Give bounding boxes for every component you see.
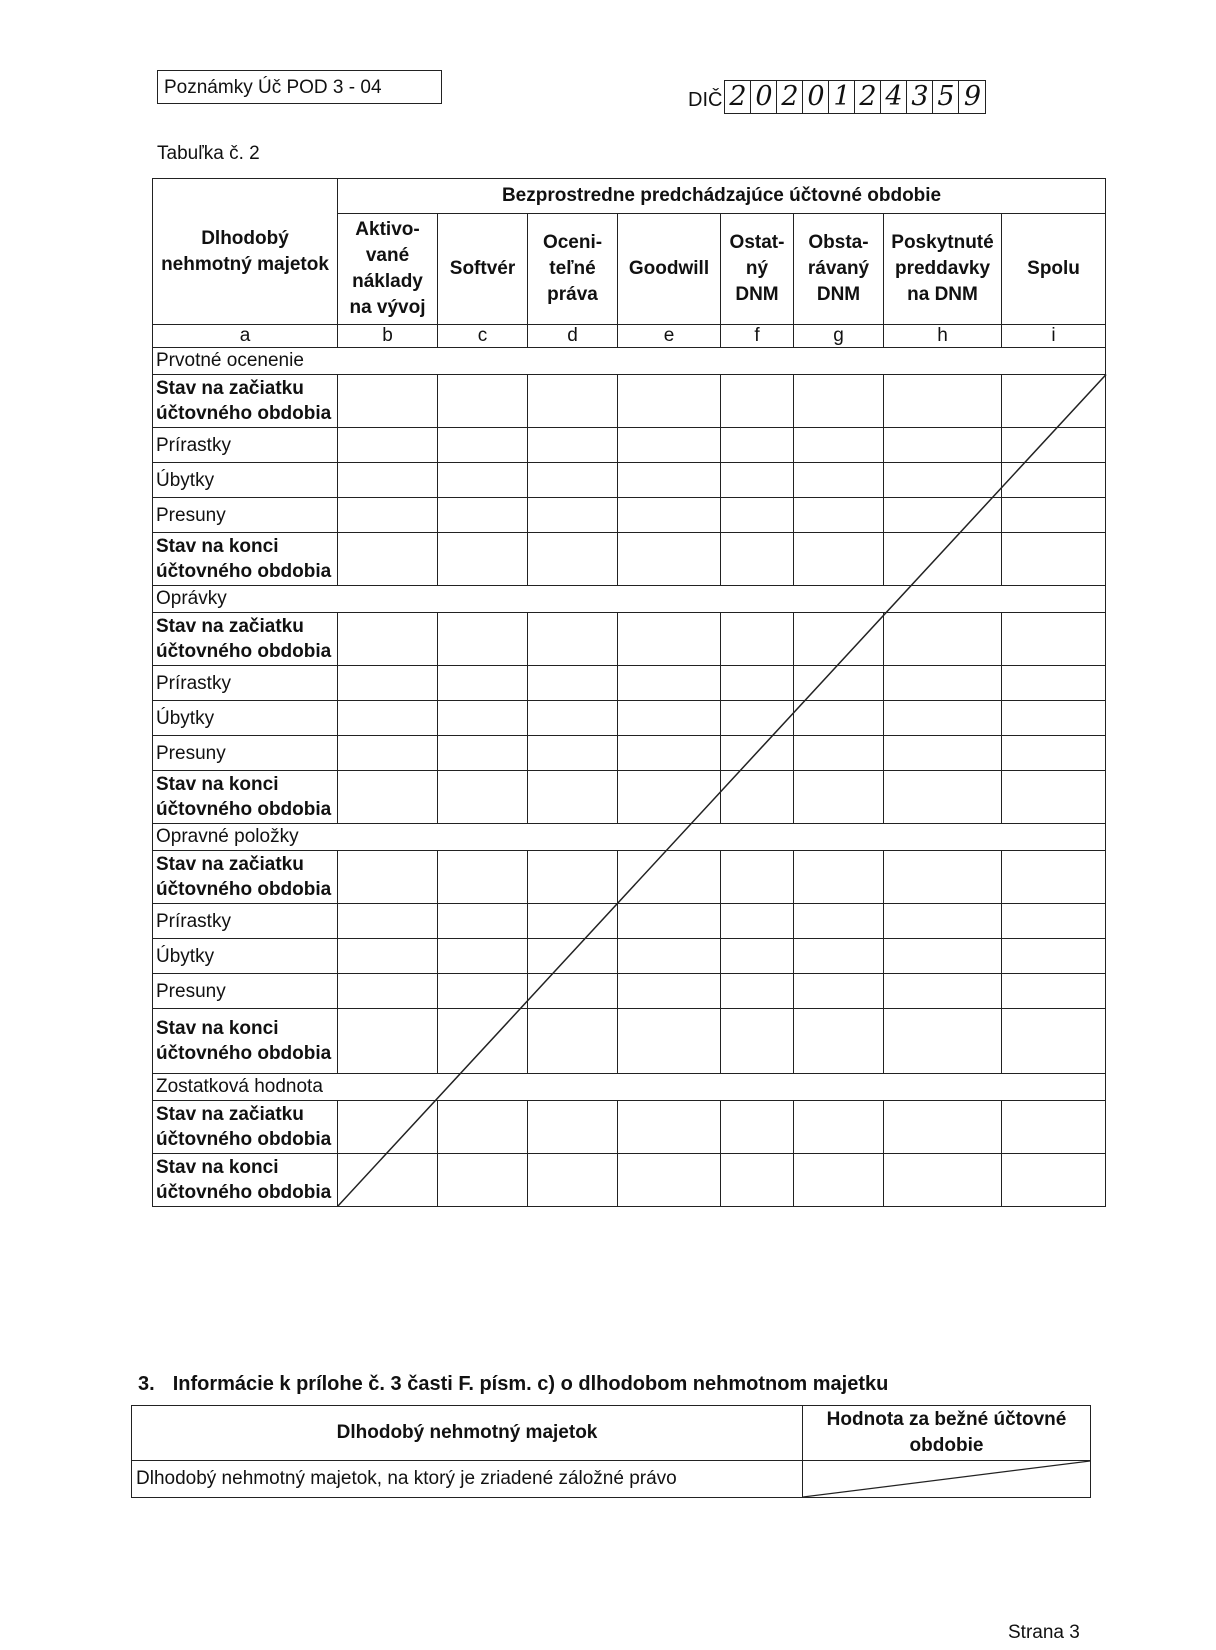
value-cell[interactable] [618, 666, 721, 701]
value-cell[interactable] [618, 533, 721, 586]
value-cell[interactable] [338, 736, 438, 771]
value-cell[interactable] [528, 1009, 618, 1074]
dic-digit: 3 [907, 81, 933, 113]
row-header-cell [153, 179, 338, 325]
value-cell[interactable] [438, 1009, 528, 1074]
dic-digit: 2 [777, 81, 803, 113]
value-cell[interactable] [338, 375, 438, 428]
column-letter: c [438, 325, 528, 348]
value-cell[interactable] [794, 428, 884, 463]
column-header: Oceni-teľné práva [528, 214, 618, 325]
table-row [153, 701, 1106, 736]
table-row [153, 904, 1106, 939]
value-cell[interactable] [721, 498, 794, 533]
value-cell[interactable] [438, 428, 528, 463]
column-letter: e [618, 325, 721, 348]
column-header: Goodwill [618, 214, 721, 325]
value-cell[interactable] [794, 904, 884, 939]
row-header: Dlhodobý nehmotný majetok [161, 227, 329, 275]
dic-field [688, 80, 986, 114]
row-label: Prírastky [153, 666, 338, 701]
value-cell[interactable] [438, 375, 528, 428]
table-row [153, 498, 1106, 533]
value-cell[interactable] [438, 463, 528, 498]
value-cell[interactable] [884, 533, 1002, 586]
value-cell[interactable] [884, 463, 1002, 498]
value-cell[interactable] [438, 613, 528, 666]
row-label: Stav na začiatku účtovného obdobia [153, 375, 338, 428]
value-cell[interactable] [338, 1009, 438, 1074]
value-cell[interactable] [721, 771, 794, 824]
value-cell[interactable] [528, 428, 618, 463]
value-cell[interactable] [721, 736, 794, 771]
value-cell[interactable] [438, 666, 528, 701]
value-cell[interactable] [794, 1009, 884, 1074]
value-cell[interactable] [438, 1101, 528, 1154]
value-cell[interactable] [528, 736, 618, 771]
value-cell[interactable] [721, 851, 794, 904]
value-cell[interactable] [1002, 666, 1106, 701]
table-row [153, 771, 1106, 824]
value-cell[interactable] [338, 613, 438, 666]
value-cell[interactable] [528, 701, 618, 736]
value-cell[interactable] [794, 498, 884, 533]
value-cell[interactable] [618, 1009, 721, 1074]
value-cell[interactable] [338, 498, 438, 533]
value-cell[interactable] [438, 904, 528, 939]
form-code: Poznámky Úč POD 3 - 04 [164, 77, 382, 98]
column-letter: h [884, 325, 1002, 348]
value-cell[interactable] [884, 974, 1002, 1009]
value-cell[interactable] [618, 736, 721, 771]
info-value-cell[interactable] [803, 1461, 1091, 1498]
value-cell[interactable] [438, 498, 528, 533]
value-cell[interactable] [338, 1101, 438, 1154]
value-cell[interactable] [438, 533, 528, 586]
value-cell[interactable] [338, 666, 438, 701]
value-cell[interactable] [721, 1101, 794, 1154]
value-cell[interactable] [528, 904, 618, 939]
dic-digit: 2 [855, 81, 881, 113]
period-header: Bezprostredne predchádzajúce účtovné obdobie [338, 179, 1106, 214]
value-cell[interactable] [1002, 771, 1106, 824]
value-cell[interactable] [528, 613, 618, 666]
column-header: Spolu [1002, 214, 1106, 325]
table-row [153, 463, 1106, 498]
value-cell[interactable] [338, 533, 438, 586]
info-row-label: Dlhodobý nehmotný majetok, na ktorý je zriadené záložné právo [132, 1461, 803, 1498]
value-cell[interactable] [794, 613, 884, 666]
value-cell[interactable] [618, 771, 721, 824]
value-cell[interactable] [884, 666, 1002, 701]
table-row [153, 666, 1106, 701]
dic-digit: 5 [933, 81, 959, 113]
value-cell[interactable] [884, 1009, 1002, 1074]
value-cell[interactable] [884, 428, 1002, 463]
value-cell[interactable] [794, 701, 884, 736]
value-cell[interactable] [884, 939, 1002, 974]
value-cell[interactable] [794, 974, 884, 1009]
value-cell[interactable] [884, 498, 1002, 533]
value-cell[interactable] [528, 666, 618, 701]
dic-digit-boxes [724, 80, 986, 114]
value-cell[interactable] [438, 974, 528, 1009]
value-cell[interactable] [338, 974, 438, 1009]
value-cell[interactable] [438, 736, 528, 771]
table-row [153, 1009, 1106, 1074]
value-cell[interactable] [794, 1154, 884, 1207]
table-row [153, 1101, 1106, 1154]
section-row [153, 348, 1106, 375]
dic-label: DIČ [688, 89, 723, 111]
value-cell[interactable] [528, 1101, 618, 1154]
value-cell[interactable] [794, 666, 884, 701]
column-header: Softvér [438, 214, 528, 325]
pledged-assets-table [131, 1405, 1091, 1498]
table-row [153, 851, 1106, 904]
value-cell[interactable] [884, 1154, 1002, 1207]
value-cell[interactable] [1002, 939, 1106, 974]
value-cell[interactable] [528, 771, 618, 824]
table-row [153, 375, 1106, 428]
value-cell[interactable] [1002, 428, 1106, 463]
intangible-assets-table [152, 178, 1106, 1207]
value-cell[interactable] [528, 533, 618, 586]
value-cell[interactable] [721, 666, 794, 701]
value-cell[interactable] [1002, 463, 1106, 498]
info-diagonal [803, 1461, 1090, 1497]
column-letter: a [153, 325, 338, 348]
value-cell[interactable] [794, 736, 884, 771]
section-number: 3. [138, 1373, 155, 1395]
value-cell[interactable] [1002, 613, 1106, 666]
value-cell[interactable] [794, 1101, 884, 1154]
value-cell[interactable] [884, 613, 1002, 666]
value-cell[interactable] [1002, 533, 1106, 586]
value-cell[interactable] [721, 1154, 794, 1207]
dic-digit: 2 [725, 81, 751, 113]
table-row [153, 939, 1106, 974]
value-cell[interactable] [618, 851, 721, 904]
value-cell[interactable] [528, 498, 618, 533]
column-header: Obsta-rávaný DNM [794, 214, 884, 325]
value-cell[interactable] [338, 904, 438, 939]
value-cell[interactable] [1002, 904, 1106, 939]
value-cell[interactable] [884, 904, 1002, 939]
table-row [153, 613, 1106, 666]
row-label: Úbytky [153, 939, 338, 974]
info-col2-header: Hodnota za bežné účtovné obdobie [803, 1406, 1091, 1461]
column-letter: b [338, 325, 438, 348]
value-cell[interactable] [884, 771, 1002, 824]
info-col1-header: Dlhodobý nehmotný majetok [132, 1406, 803, 1461]
section-title: Zostatková hodnota [153, 1074, 1106, 1101]
value-cell[interactable] [438, 771, 528, 824]
column-header: Aktivo-vané náklady na vývoj [338, 214, 438, 325]
value-cell[interactable] [1002, 1009, 1106, 1074]
column-letter: d [528, 325, 618, 348]
value-cell[interactable] [721, 613, 794, 666]
dic-digit: 0 [803, 81, 829, 113]
value-cell[interactable] [528, 1154, 618, 1207]
row-label: Prírastky [153, 428, 338, 463]
column-header: Poskytnuté preddavky na DNM [884, 214, 1002, 325]
value-cell[interactable] [618, 375, 721, 428]
form-code-box [157, 70, 442, 104]
table-caption: Tabuľka č. 2 [157, 143, 260, 164]
row-label: Úbytky [153, 463, 338, 498]
value-cell[interactable] [338, 771, 438, 824]
value-cell[interactable] [884, 851, 1002, 904]
row-label: Stav na začiatku účtovného obdobia [153, 1101, 338, 1154]
value-cell[interactable] [721, 428, 794, 463]
dic-digit: 0 [751, 81, 777, 113]
value-cell[interactable] [721, 1009, 794, 1074]
section-title: Prvotné ocenenie [153, 348, 1106, 375]
value-cell[interactable] [618, 701, 721, 736]
row-label: Presuny [153, 974, 338, 1009]
value-cell[interactable] [721, 463, 794, 498]
value-cell[interactable] [721, 974, 794, 1009]
row-label: Stav na konci účtovného obdobia [153, 771, 338, 824]
value-cell[interactable] [618, 1101, 721, 1154]
value-cell[interactable] [794, 771, 884, 824]
row-label: Úbytky [153, 701, 338, 736]
value-cell[interactable] [528, 851, 618, 904]
table-row [153, 736, 1106, 771]
value-cell[interactable] [618, 904, 721, 939]
row-label: Presuny [153, 498, 338, 533]
column-letter: i [1002, 325, 1106, 348]
value-cell[interactable] [338, 1154, 438, 1207]
value-cell[interactable] [618, 428, 721, 463]
value-cell[interactable] [884, 1101, 1002, 1154]
value-cell[interactable] [338, 851, 438, 904]
dic-digit: 1 [829, 81, 855, 113]
value-cell[interactable] [618, 613, 721, 666]
value-cell[interactable] [438, 939, 528, 974]
value-cell[interactable] [1002, 701, 1106, 736]
value-cell[interactable] [884, 736, 1002, 771]
value-cell[interactable] [721, 375, 794, 428]
row-label: Prírastky [153, 904, 338, 939]
value-cell[interactable] [721, 904, 794, 939]
value-cell[interactable] [794, 375, 884, 428]
row-label: Presuny [153, 736, 338, 771]
value-cell[interactable] [721, 533, 794, 586]
value-cell[interactable] [618, 463, 721, 498]
section-row [153, 824, 1106, 851]
value-cell[interactable] [1002, 375, 1106, 428]
value-cell[interactable] [338, 939, 438, 974]
value-cell[interactable] [1002, 1101, 1106, 1154]
value-cell[interactable] [1002, 498, 1106, 533]
row-label: Stav na začiatku účtovného obdobia [153, 613, 338, 666]
value-cell[interactable] [618, 498, 721, 533]
value-cell[interactable] [528, 939, 618, 974]
value-cell[interactable] [338, 463, 438, 498]
table-row [153, 533, 1106, 586]
value-cell[interactable] [794, 851, 884, 904]
value-cell[interactable] [528, 463, 618, 498]
row-label: Stav na konci účtovného obdobia [153, 1009, 338, 1074]
table-row [153, 1154, 1106, 1207]
dic-digit: 9 [963, 81, 982, 112]
value-cell[interactable] [1002, 736, 1106, 771]
value-cell[interactable] [721, 701, 794, 736]
row-label: Stav na konci účtovného obdobia [153, 533, 338, 586]
value-cell[interactable] [721, 939, 794, 974]
column-letter: f [721, 325, 794, 348]
table-row [153, 428, 1106, 463]
value-cell[interactable] [338, 428, 438, 463]
value-cell[interactable] [884, 701, 1002, 736]
value-cell[interactable] [794, 533, 884, 586]
page-number: Strana 3 [1008, 1622, 1080, 1643]
section-row [153, 586, 1106, 613]
value-cell[interactable] [1002, 851, 1106, 904]
column-letter: g [794, 325, 884, 348]
value-cell[interactable] [1002, 974, 1106, 1009]
section-3-heading [138, 1373, 888, 1396]
section-title: Oprávky [153, 586, 1106, 613]
value-cell[interactable] [338, 701, 438, 736]
value-cell[interactable] [794, 939, 884, 974]
section-title: Informácie k prílohe č. 3 časti F. písm. c) o dlhodobom nehmotnom majetku [172, 1373, 889, 1395]
value-cell[interactable] [618, 974, 721, 1009]
section-title: Opravné položky [153, 824, 1106, 851]
value-cell[interactable] [438, 701, 528, 736]
row-label: Stav na začiatku účtovného obdobia [153, 851, 338, 904]
table-row [153, 974, 1106, 1009]
value-cell[interactable] [528, 375, 618, 428]
row-label: Stav na konci účtovného obdobia [153, 1154, 338, 1207]
column-header: Ostat-ný DNM [721, 214, 794, 325]
value-cell[interactable] [884, 375, 1002, 428]
section-row [153, 1074, 1106, 1101]
value-cell[interactable] [1002, 1154, 1106, 1207]
value-cell[interactable] [438, 851, 528, 904]
value-cell[interactable] [438, 1154, 528, 1207]
value-cell[interactable] [618, 939, 721, 974]
value-cell[interactable] [528, 974, 618, 1009]
value-cell[interactable] [794, 463, 884, 498]
value-cell[interactable] [618, 1154, 721, 1207]
dic-digit: 4 [881, 81, 907, 113]
